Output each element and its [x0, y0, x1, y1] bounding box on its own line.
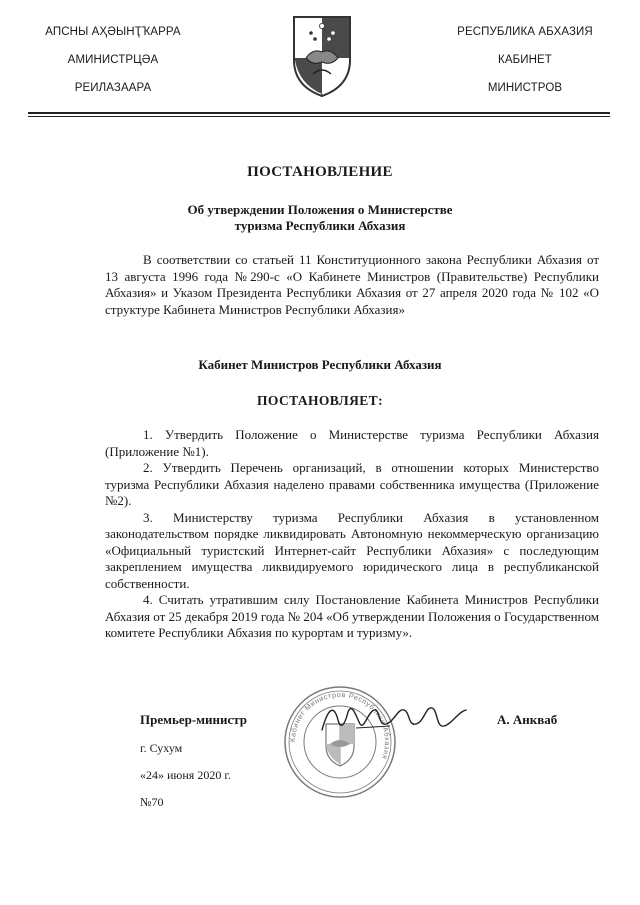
handwritten-signature-icon [318, 698, 468, 738]
resolves-heading: ПОСТАНОВЛЯЕТ: [256, 393, 383, 408]
header-right-line-2: КАБИНЕТ [498, 54, 552, 66]
resolution-item: 1. Утвердить Положение о Министерстве туризма Республики Абхазия (Приложение №1). [105, 427, 599, 459]
coat-of-arms-of-abkhazia-icon [291, 14, 353, 98]
resolution-item: 2. Утвердить Перечень организаций, в отношении которых Министерство туризма Республики Абхазия наделено правами собственника имущества (Приложение №2). [105, 460, 599, 508]
header-left-line-3: РЕИЛАЗААРА [74, 82, 152, 94]
signer-title: Премьер-министр [140, 712, 248, 727]
subject-line-2: туризма Республики Абхазия [234, 218, 406, 233]
header-right-russian [440, 24, 610, 108]
header-divider-thick [28, 112, 610, 114]
issue-city: г. Сухум [140, 741, 183, 755]
signer-name: А. Анкваб [497, 712, 558, 727]
header-right-line-3: МИНИСТРОВ [487, 82, 563, 94]
header-left-line-1: АПСНЫ АҲӘЫНҬҠАРРА [45, 26, 181, 38]
resolution-item: 4. Считать утратившим силу Постановление Кабинета Министров Республики Абхазия от 25 декабря 2019 года № 204 «Об утверждении Положения о Государственном комитете Республики Абхазия по курортам и туризму». [105, 592, 599, 640]
document-number: №70 [140, 795, 164, 809]
header-left-abkhaz [28, 24, 198, 108]
issue-date: «24» июня 2020 г. [140, 768, 231, 782]
seal-ring-text: Кабинет Министров Республики Абхазия [287, 689, 393, 761]
resolution-item: 3. Министерству туризма Республики Абхазия в установленном законодательством порядке ликвидировать Автономную некоммерческую организацию «Официальный туристский Интернет-сайт Республики Абхазия» с последующим закреплением имущества ликвидируемого юридического лица в республиканской собственности. [105, 509, 599, 591]
document-title: ПОСТАНОВЛЕНИЕ [247, 164, 393, 180]
header-divider-thin [28, 116, 610, 117]
document-subject [100, 202, 540, 234]
header-left-line-2: АМИНИСТРЦӘА [67, 54, 159, 66]
issuing-authority: Кабинет Министров Республики Абхазия [198, 357, 442, 372]
resolution-items [105, 427, 599, 642]
preamble-paragraph: В соответствии со статьей 11 Конституционного закона Республики Абхазия от 13 августа 1996 года №290-с «О Кабинете Министров (Правительстве) Республики Абхазия» и Указом Президента Республики Абхазия от 27 апреля 2020 года № 102 «О структуре Кабинета Министров Республики Абхазия» [105, 252, 599, 317]
header-right-line-1: РЕСПУБЛИКА АБХАЗИЯ [457, 26, 593, 38]
subject-line-1: Об утверждении Положения о Министерстве [187, 202, 453, 217]
